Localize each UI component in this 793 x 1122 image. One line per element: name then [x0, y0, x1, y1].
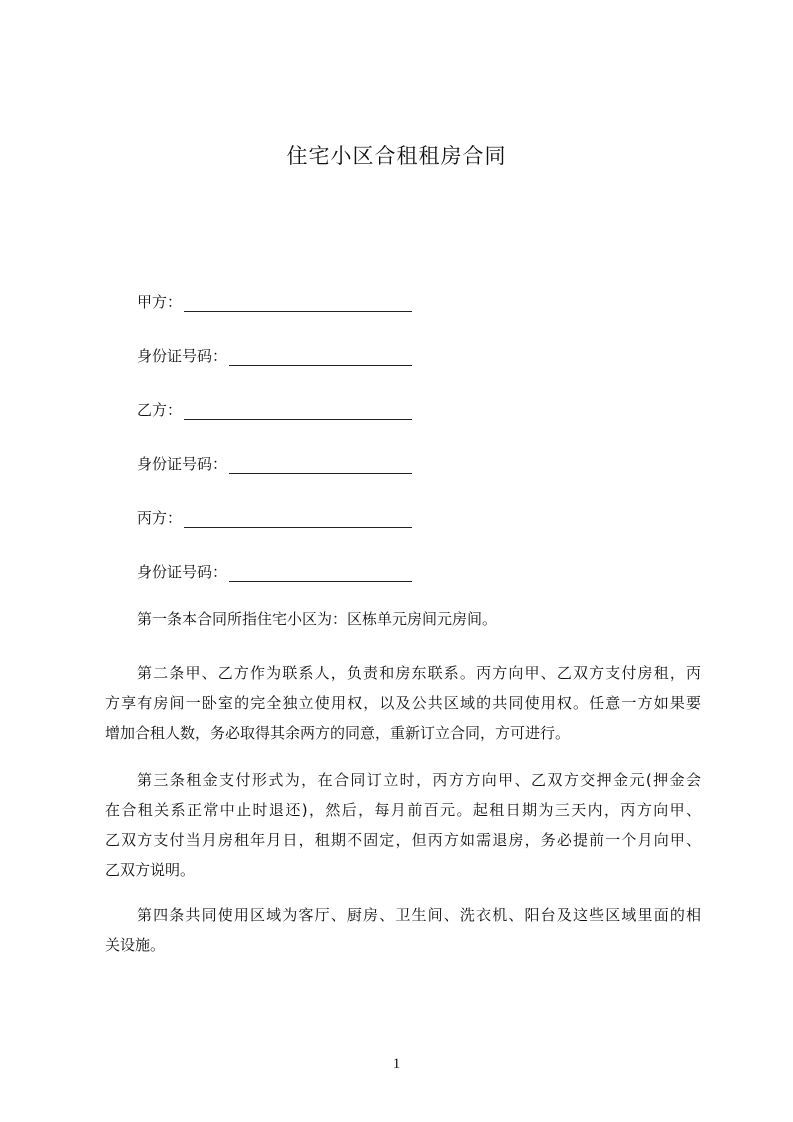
article-line: 乙双方说明。	[105, 861, 196, 879]
article-line: 在合租关系正常中止时退还)，然后，每月前百元。起租日期为三天内，丙方向甲、	[105, 801, 701, 819]
article-2	[105, 658, 701, 748]
party-a-id-blank-line[interactable]	[229, 348, 412, 366]
article-1	[105, 604, 701, 634]
article-line: 乙双方支付当月房租年月日，租期不固定，但丙方如需退房，务必提前一个月向甲、	[105, 831, 701, 849]
party-c-id-label: 身份证号码：	[137, 563, 228, 581]
document-title: 住宅小区合租租房合同	[286, 144, 507, 168]
article-line: 第四条共同使用区域为客厅、厨房、卫生间、洗衣机、阳台及这些区域里面的相	[137, 906, 701, 924]
party-a-id-label: 身份证号码：	[137, 347, 228, 365]
party-a-field	[137, 292, 412, 312]
party-a-id-field	[137, 346, 412, 366]
party-c-blank-line[interactable]	[184, 510, 412, 528]
article-line: 第一条本合同所指住宅小区为：区栋单元房间元房间。	[137, 610, 498, 628]
party-b-blank-line[interactable]	[184, 402, 412, 420]
party-c-id-blank-line[interactable]	[229, 564, 412, 582]
party-b-id-label: 身份证号码：	[137, 455, 228, 473]
article-line: 第三条租金支付形式为，在合同订立时，丙方方向甲、乙双方交押金元(押金会	[137, 771, 701, 789]
party-b-field	[137, 400, 412, 420]
party-b-label: 乙方：	[137, 401, 183, 419]
party-a-blank-line[interactable]	[184, 294, 412, 312]
party-b-id-field	[137, 454, 412, 474]
party-c-field	[137, 508, 412, 528]
article-4	[105, 900, 701, 960]
party-b-id-blank-line[interactable]	[229, 456, 412, 474]
article-line: 方享有房间一卧室的完全独立使用权，以及公共区域的共同使用权。任意一方如果要	[105, 694, 701, 712]
article-line: 增加合租人数，务必取得其余两方的同意，重新订立合同，方可进行。	[105, 724, 571, 742]
article-line: 第二条甲、乙方作为联系人，负责和房东联系。丙方向甲、乙双方支付房租，丙	[137, 664, 701, 682]
page-number: 1	[392, 1056, 401, 1072]
party-c-id-field	[137, 562, 412, 582]
article-3	[105, 765, 701, 885]
party-a-label: 甲方：	[137, 293, 183, 311]
article-line: 关设施。	[105, 936, 166, 954]
party-c-label: 丙方：	[137, 509, 183, 527]
